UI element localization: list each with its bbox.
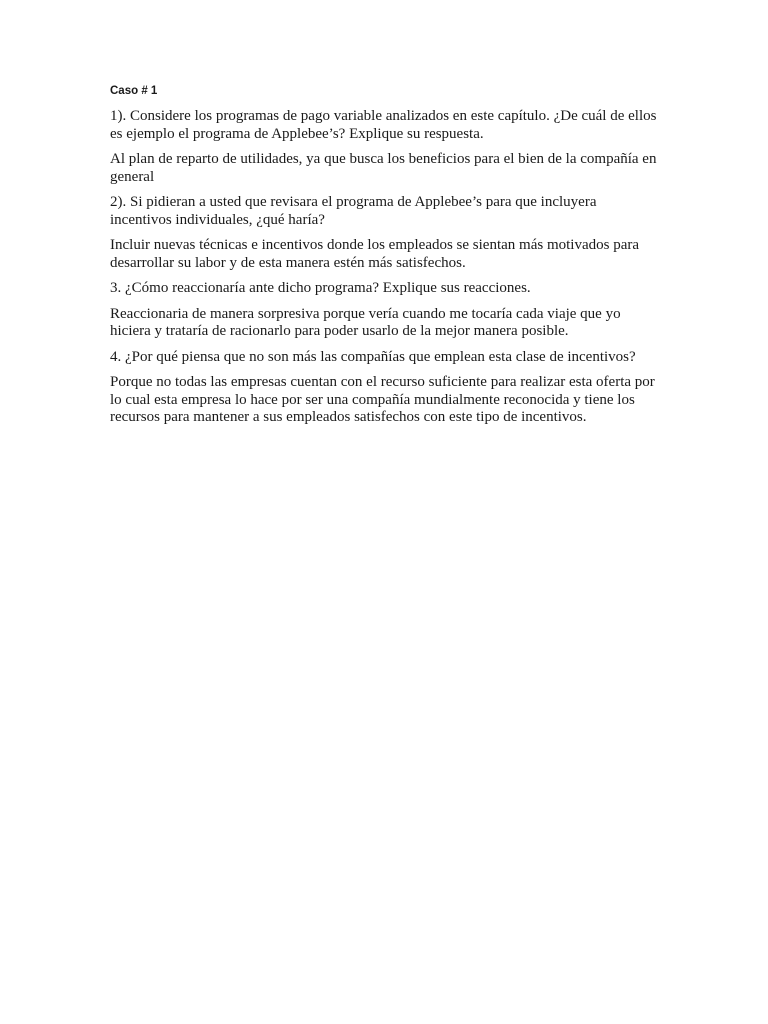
document-body (110, 84, 660, 435)
answer-2: Incluir nuevas técnicas e incentivos donde los empleados se sientan más motivados para desarrollar su labor y de esta manera estén más satisfechos. (110, 237, 640, 271)
case-heading: Caso # 1 (110, 85, 158, 97)
question-4: 4. ¿Por qué piensa que no son más las compañías que emplean esta clase de incentivos? (110, 348, 636, 365)
answer-3: Reaccionaria de manera sorpresiva porque vería cuando me tocaría cada viaje que yo hiciera y trataría de racionarlo para poder usarlo de la mejor manera posible. (110, 305, 621, 339)
question-2: 2). Si pidieran a usted que revisara el programa de Applebee’s para que incluyera incentivos individuales, ¿qué haría? (110, 194, 597, 228)
answer-1: Al plan de reparto de utilidades, ya que busca los beneficios para el bien de la compañía en general (110, 151, 657, 185)
question-1: 1). Considere los programas de pago variable analizados en este capítulo. ¿De cuál de ellos es ejemplo el programa de Applebee’s? Explique su respuesta. (110, 108, 657, 142)
question-3: 3. ¿Cómo reaccionaría ante dicho programa? Explique sus reacciones. (110, 280, 531, 296)
answer-4: Porque no todas las empresas cuentan con el recurso suficiente para realizar esta oferta por lo cual esta empresa lo hace por ser una compañía mundialmente reconocida y tiene los recursos para mantener a sus empleados satisfechos con este tipo de incentivos. (110, 374, 655, 425)
